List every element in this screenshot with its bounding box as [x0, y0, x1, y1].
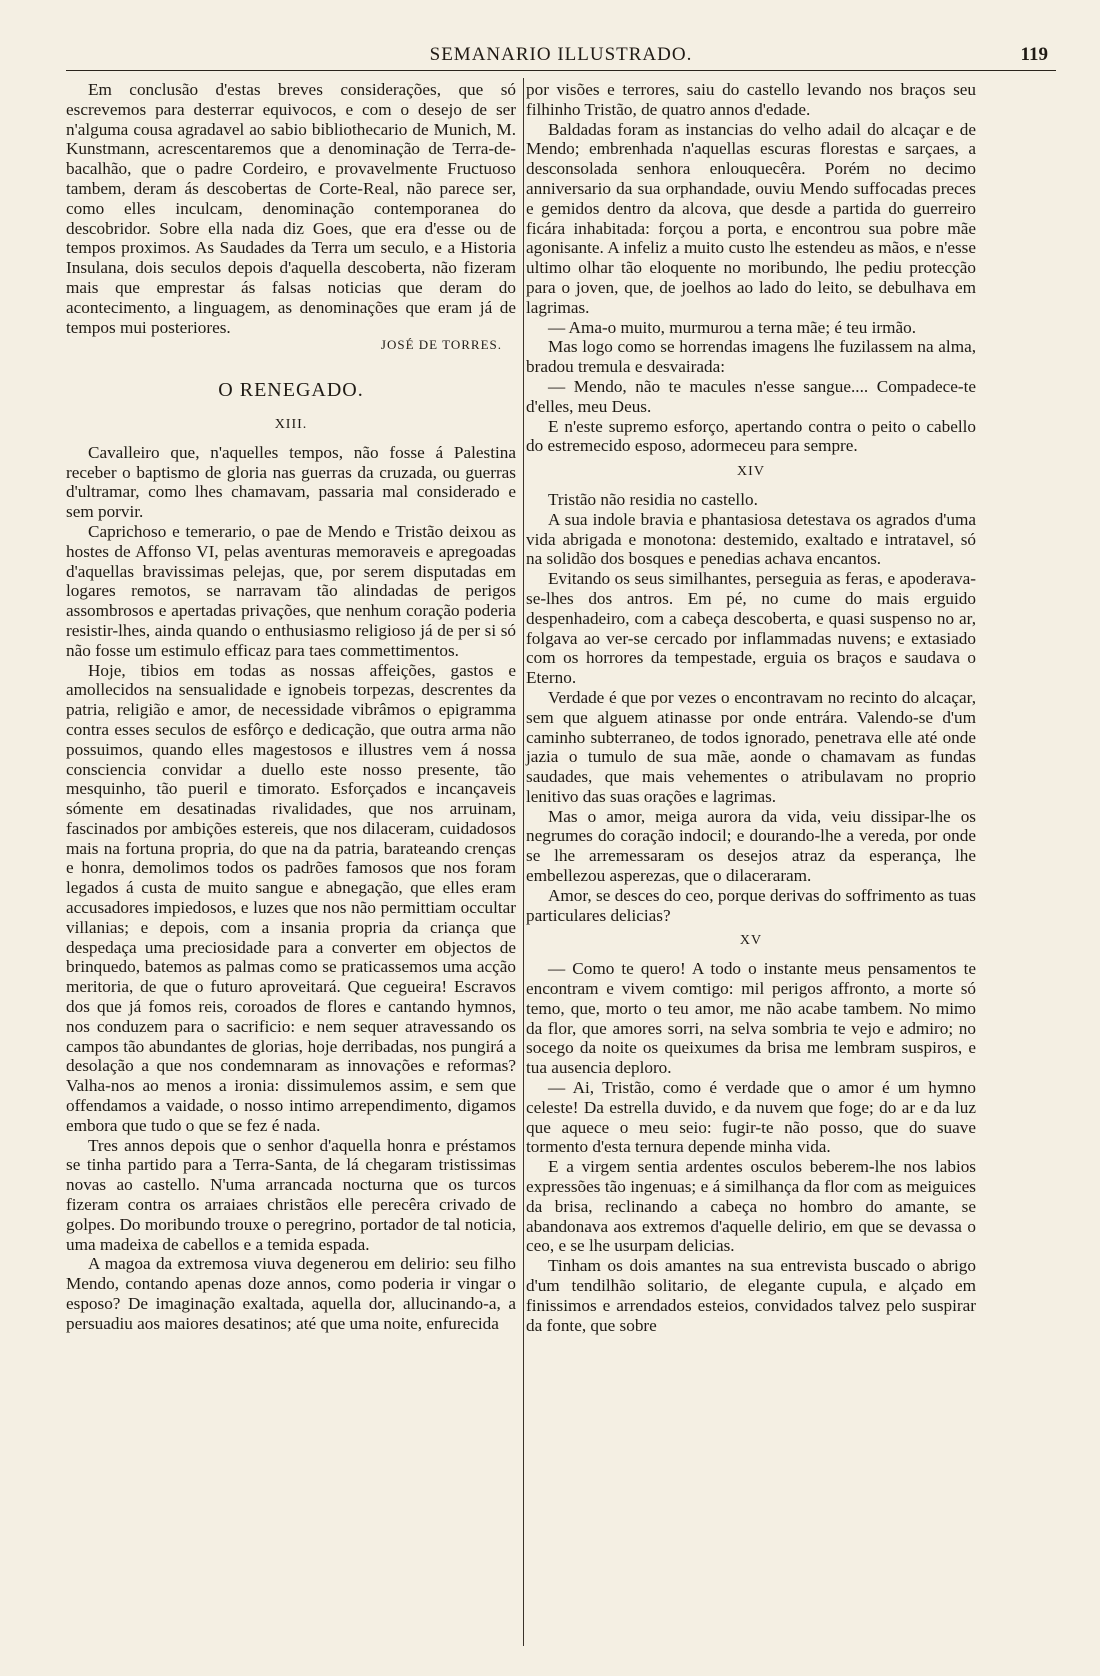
section-number: XIV: [737, 464, 765, 480]
paragraph: Verdade é que por vezes o encontravam no recinto do alcaçar, sem que alguem atinasse por onde entrára. Valendo-se d'um caminho subterraneo, de todos ignorado, penetrava elle até onde jazia o tumulo de sua mãe, aonde o chamavam as fundas saudades, que mais vehementes o atribulavam no proprio lenitivo das suas orações e lagrimas.: [526, 687, 976, 806]
paragraph: Tres annos depois que o senhor d'aquella honra e préstamos se tinha partido para a Terra-Santa, de lá chegaram tristissimas novas ao castello. N'uma arrancada nocturna que os turcos fizeram contra os arraiaes christãos elle perecêra crivado de golpes. Do moribundo trouxe o peregrino, portador de tal noticia, uma madeixa de cabellos e a temida espada.: [66, 1135, 516, 1254]
publication-title: SEMANARIO ILLUSTRADO.: [429, 44, 693, 65]
paragraph: E a virgem sentia ardentes osculos beberem-lhe nos labios expressões tão ingenuas; e á similhança da flor com as meiguices da brisa, reclinando a cabeça no hombro do amante, se abandonava aos extremos d'aquelle delirio, em que se devassa o ceo, e se lhe usurpam delicias.: [526, 1157, 976, 1256]
dialogue-line: — Ai, Tristão, como é verdade que o amor é um hymno celeste! Da estrella duvido, e da nuvem que foge; do ar e da luz que aquece o meu seio: fugir-te não posso, que do suave tormento d'esta ternura depende minha vida.: [526, 1078, 976, 1157]
dialogue-line: — Mendo, não te macules n'esse sangue.... Compadece-te d'elles, meu Deus.: [526, 376, 976, 416]
article-title: O RENEGADO.: [218, 379, 364, 402]
paragraph: Baldadas foram as instancias do velho adail do alcaçar e de Mendo; embrenhada n'aquellas escuras florestas e sarçaes, a desconsolada senhora enlouquecêra. Porém no decimo anniversario da sua orphandade, ouviu Mendo suffocadas preces e gemidos dentro da alcova, que desde a partida do guerreiro ficára inhabitada: forçou a porta, e encontrou sua pobre mãe agonisante. A infeliz a muito custo lhe estendeu as mãos, e n'esse ultimo olhar tão eloquente no moribundo, lhe pediu protecção para o joven, que, de joelhos ao lado do leito, se debulhava em lagrimas.: [526, 119, 976, 317]
paragraph: Cavalleiro que, n'aquelles tempos, não fosse á Palestina receber o baptismo de gloria nas guerras da cruzada, ou guerras d'ultramar, como lhes chamavam, passaria mal considerado e sem porvir.: [66, 442, 516, 522]
dialogue-line: — Ama-o muito, murmurou a terna mãe; é teu irmão.: [548, 317, 916, 337]
paragraph: Hoje, tibios em todas as nossas affeições, gastos e amollecidos na sensualidade e ignobeis torpezas, descrentes da patria, religião e amor, de necessidade vibrâmos o epigramma contra esses seculos de esfôrço e dedicação, que outra arma não possuimos, quando elles magestosos e illustres vem á nossa consciencia convidar a duello este nosso presente, tão mesquinho, tão pueril e timorato. Esforçados e incançaveis sómente em desatinadas rivalidades, que nos arruinam, fascinados por ambições estereis, que nos dilaceram, cuidadosos mais na fortuna propria, do que na da patria, barateando crenças e honra, demolimos todos os padrões famosos que nos foram legados á custa de muito sangue e abnegação, que elles eram accusadores impiedosos, e luzes que nos não permittiam occultar villanias; e depois, com a insania propria da criança que despedaça uma preciosidade para a converter em objectos de brinquedo, batemos as palmas como se praticassemos uma acção meritoria, de que o futuro aproveitará. Que cegueira! Escravos dos que já fomos reis, coroados de flores e cantando hymnos, nos conduzem para o sacrificio: e nem sequer atravessando os campos tão abundantes de glorias, hoje derribadas, nos pungirá a desolação a que nos condemnaram as innovações e reformas? Valha-nos ao menos a ironia: dissimulemos assim, e sem que offendamos a vaidade, o nosso intimo arrependimento, digamos embora que tudo o que se fez é nada.: [66, 660, 516, 1135]
paragraph: Evitando os seus similhantes, perseguia as feras, e apoderava-se-lhes dos antros. Em pé, no cume do mais erguido despenhadeiro, com a cabeça descoberta, e quasi suspenso no ar, folgava ao ver-se cercado por inflammadas nuvens; e extasiado com os horrores da tempestade, erguia os braços e saudava o Eterno.: [526, 569, 976, 688]
paragraph: Mas logo como se horrendas imagens lhe fuzilassem na alma, bradou tremula e desvairada:: [526, 337, 976, 377]
section-number: XV: [739, 933, 763, 949]
right-column: [516, 80, 976, 1646]
paragraph: E n'este supremo esforço, apertando contra o peito o cabello do estremecido esposo, adormeceu para sempre.: [526, 416, 976, 456]
left-column: [66, 80, 516, 1646]
page-number: 119: [1020, 44, 1048, 65]
paragraph: Amor, se desces do ceo, porque derivas do soffrimento as tuas particulares delicias?: [526, 885, 976, 925]
paragraph: Em conclusão d'estas breves considerações, que só escrevemos para desterrar equivocos, e com o desejo de ser n'alguma cousa agradavel ao sabio bibliothecario de Munich, M. Kunstmann, acrescentaremos que a denominação de Terra-de-bacalhão, que o padre Cordeiro, e provavelmente Fructuoso tambem, deram ás descobertas de Corte-Real, não parece ser, como elles inculcam, denominação contemporanea do descobridor. Sobre ella nada diz Goes, que era d'esse ou de tempos proximos. As Saudades da Terra um seculo, e a Historia Insulana, dois seculos depois d'aquella descoberta, não fizeram mais que emprestar ás falsas noticias que deram do acontecimento, a linguagem, as denominações que eram já de tempos mui posteriores.: [66, 80, 516, 337]
paragraph: por visões e terrores, saiu do castello levando nos braços seu filhinho Tristão, de quatro annos d'edade.: [526, 80, 976, 119]
section-number: XIII.: [274, 416, 308, 432]
paragraph: A sua indole bravia e phantasiosa detestava os agrados d'uma vida abrigada e monotona: destemido, exaltado e intratavel, só na solidão dos bosques e penedias achava encantos.: [526, 509, 976, 569]
dialogue-line: — Como te quero! A todo o instante meus pensamentos te encontram e vivem comtigo: mil perigos affronto, a morte só temo, que, morto o teu amor, me não acabe tambem. No mimo da flor, que amores sorri, na selva sombria te vejo e admiro; no socego da noite os queixumes da brisa me lembram suspiros, e tua ausencia deploro.: [526, 959, 976, 1078]
paragraph: A magoa da extremosa viuva degenerou em delirio: seu filho Mendo, contando apenas doze annos, como poderia ir vingar o esposo? De imaginação exaltada, aquella dor, allucinando-a, a persuadiu aos maiores desatinos; até que uma noite, enfurecida: [66, 1254, 516, 1333]
page-header: [66, 44, 1056, 72]
author-signature: JOSÉ DE TORRES.: [380, 337, 502, 353]
header-rule: [66, 70, 1056, 71]
paragraph: Tinham os dois amantes na sua entrevista buscado o abrigo d'um tendilhão solitario, de elegante cupula, e alçado em finissimos e arrendados esteios, convidados talvez pelo suspirar da fonte, que sobre: [526, 1256, 976, 1335]
paragraph: Mas o amor, meiga aurora da vida, veiu dissipar-lhe os negrumes do coração indocil; e dourando-lhe a vereda, por onde se lhe arremessaram os desejos atraz da esperança, lhe embellezou asperezas, que o dilaceraram.: [526, 806, 976, 886]
paragraph: Caprichoso e temerario, o pae de Mendo e Tristão deixou as hostes de Affonso VI, pelas aventuras memoraveis e apregoadas d'aquellas bravissimas pelejas, que, por serem disputadas em logares remotos, se narravam tão alindadas de perigos assombrosos e apertadas privações, que nenhum coração poderia resistir-lhes, ainda quando o enthusiasmo religioso já de per si só não fosse um estimulo efficaz para taes commettimentos.: [66, 521, 516, 660]
paragraph: Tristão não residia no castello.: [548, 489, 758, 509]
